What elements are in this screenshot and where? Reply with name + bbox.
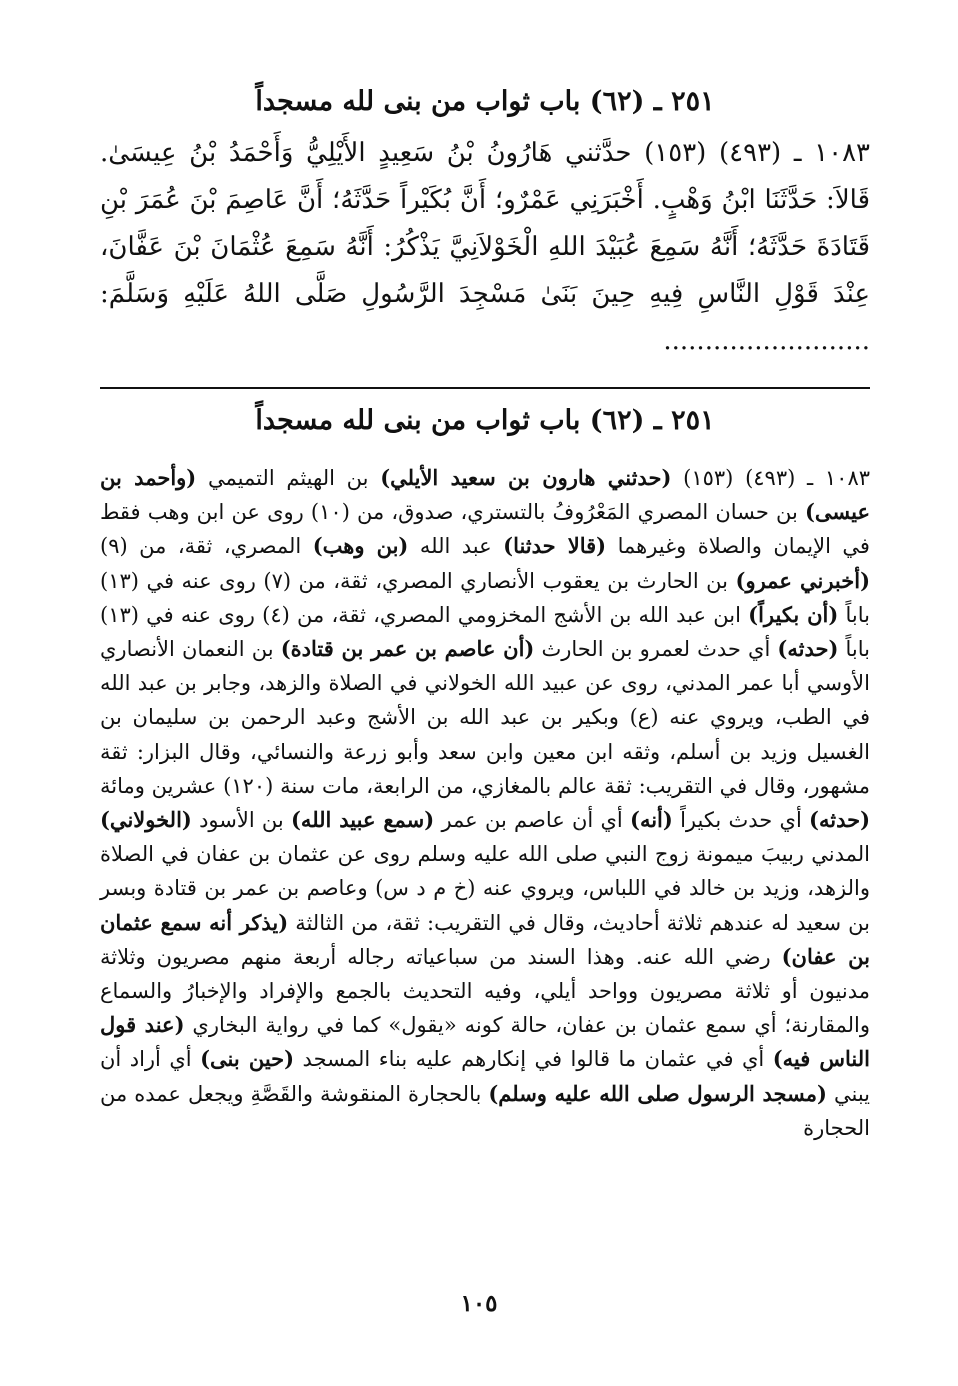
commentary-text: بن الحارث بن يعقوب الأنصاري المصري، ثقة، من (٧) روى عنه في (١٣) باباً <box>100 568 870 627</box>
narrator-highlight: (بن وهب) <box>312 533 409 559</box>
chapter-title: ٢٥١ ـ (٦٢) باب ثواب من بنى لله مسجداً <box>255 86 715 117</box>
narrator-highlight: (حدثني هارون بن سعيد الأيلي) <box>380 465 672 490</box>
commentary-text: أي في عثمان ما قالوا في إنكارهم عليه بناء المسجد <box>294 1047 773 1072</box>
commentary-text: بن حسان المصري المَعْرُوفُ بالتستري، صدوق، من (١٠) روى عن ابن وهب فقط في الإيمان والصلاة وغيرهما <box>100 500 870 559</box>
commentary-text: بن الأسود <box>191 808 291 833</box>
commentary-text: ابن عبد الله بن الأشج المخزومي المصري، ثقة، من (٤) روى عنه في (١٣) باباً <box>100 602 870 662</box>
narrator-highlight: (أن بكيراً) <box>748 601 839 627</box>
commentary-text: أي أن عاصم بن عمر <box>434 808 631 833</box>
commentary-title: ٢٥١ ـ (٦٢) باب ثواب من بنى لله مسجداً <box>255 405 715 436</box>
narrator-highlight: (عند قول الناس فيه) <box>100 1012 870 1072</box>
separator-line <box>100 387 870 389</box>
narrator-highlight: (حدثه) <box>777 636 839 662</box>
page-number: ١٠٥ <box>460 1290 498 1317</box>
commentary-text: المدني ربيبَ ميمونة زوج النبي صلى الله عليه وسلم روى عن عثمان بن عفان في الصلاة والزهد، وزيد بن خالد في اللباس، ويروي عنه (خ م د س) وعاصم بن عمر بن قتادة وبسر بن سعيد له عندهم ثلاثة أحاديث، وقال في التقريب: ثقة، من الثالثة <box>100 842 870 935</box>
commentary-text: بالحجارة المنقوشة والقَصَّةِ ويجعل عمده من الحجارة <box>100 1081 870 1140</box>
commentary-text: بن النعمان الأنصاري الأوسي أبا عمر المدني، روى عن عبيد الله الخولاني في الصلاة والزهد، وجابر بن عبد الله في الطب، ويروي عنه (ع) وبكير بن عبد الله بن الأشج وعبد الرحمن بن سليمان بن الغسيل وزيد بن أسلم، وثقه ابن معين وابن سعد وأبو زرعة والنسائي، وقال البزار: ثقة مشهور، وقال في التقريب: ثقة عالم بالمغازي، من الرابعة، مات سنة (١٢٠) عشرين ومائة <box>100 637 870 798</box>
narrator-highlight: (حدثه) <box>809 807 871 833</box>
narrator-highlight: (قالا حدثنا) <box>503 533 607 559</box>
commentary-text: عبد الله <box>408 534 504 559</box>
commentary-text: بن الهيثم التميمي <box>196 466 381 490</box>
narrator-highlight: (أنه) <box>630 807 673 833</box>
commentary-text: ١٠٨٣ ـ (٤٩٣) (١٥٣) <box>671 466 871 490</box>
page-body <box>100 80 870 1145</box>
commentary-text: أي حدث بكيراً <box>672 808 810 833</box>
commentary-text: أي أراد أن يبني <box>100 1047 871 1106</box>
narrator-highlight: (يذكر أنه سمع عثمان بن عفان) <box>100 909 870 969</box>
narrator-highlight: (حين بنى) <box>200 1046 295 1072</box>
narrator-highlight: (الخولاني) <box>100 807 192 833</box>
narrator-highlight: (وأحمد بن عيسى) <box>100 465 870 525</box>
commentary-paragraph <box>100 461 870 1145</box>
narrator-highlight: (مسجد الرسول صلى الله عليه وسلم) <box>488 1080 827 1106</box>
hadith-text: ١٠٨٣ ـ (٤٩٣) (١٥٣) حدَّثني هَارُونُ بْنُ سَعِيدٍ الأَيْلِيُّ وَأَحْمَدُ بْنُ عِيسَىٰ. قَالاَ: حَدَّثَنَا ابْنُ وَهْبٍ. أَخْبَرَنِي عَمْرٌو؛ أَنَّ بُكَيْراً حَدَّثَهُ؛ أَنَّ عَاصِمَ بْنَ عُمَرَ بْنِ قَتَادَةَ حَدَّثَهُ؛ أَنَّهُ سَمِعَ عُبَيْدَ اللهِ الْخَوْلاَنِيَّ يَذْكُرُ: أَنَّهُ سَمِعَ عُثْمَانَ بْنَ عَفَّانَ، عِنْدَ قَوْلِ النَّاسِ فِيهِ حِينَ بَنَىٰ مَسْجِدَ الرَّسُولِ صَلَّى اللهُ عَلَيْهِ وَسَلَّمَ: ......................... <box>100 138 871 356</box>
commentary-text: رضي الله عنه. وهذا السند من سباعياته رجاله أربعة منهم مصريون وثلاثة مدنيون أو ثلاثة مصريون وواحد أيلي، وفيه التحديث بالجمع والإفراد والإخبارُ والسماع والمقارنة؛ أي سمع عثمان بن عفان، حالة كونه «يقول» كما في رواية البخاري <box>100 944 870 1038</box>
narrator-highlight: (سمع عبيد الله) <box>291 807 435 833</box>
narrator-highlight: (أن عاصم بن عمر بن قتادة) <box>280 636 535 662</box>
narrator-highlight: (أخبرني عمرو) <box>735 567 871 593</box>
commentary-text: المصري، ثقة، من (٩) <box>100 534 313 559</box>
commentary-text: أي حدث لعمرو بن الحارث <box>534 637 778 662</box>
